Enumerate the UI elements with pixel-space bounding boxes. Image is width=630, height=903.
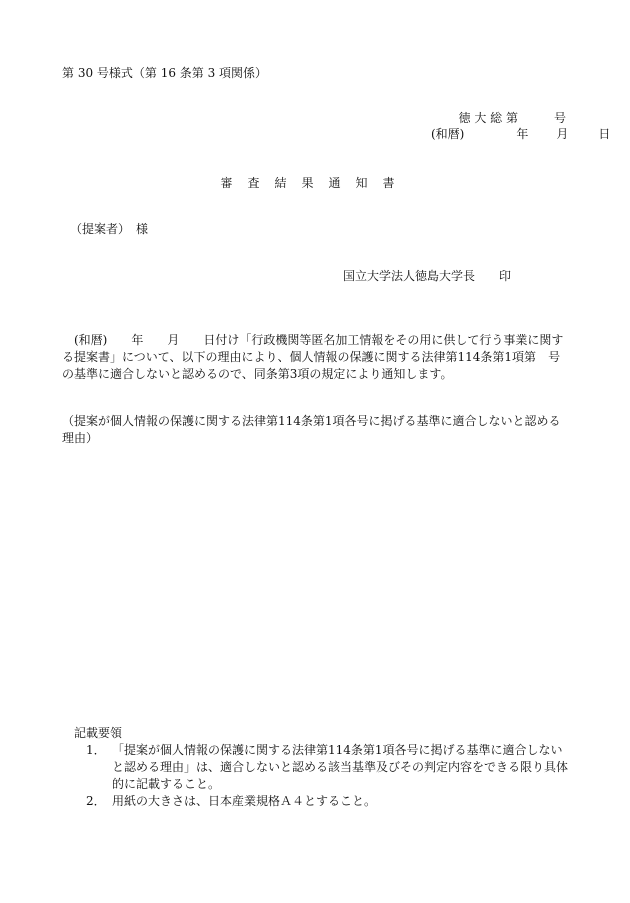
notice-paragraph: (和暦) 年 月 日付け「行政機関等匿名加工情報をその用に供して行う事業に関する提案書」について、以下の理由により、個人情報の保護に関する法律第114条第1項第 号の基準に適合しないと認めるので、同条第3項の規定により通知します。 (62, 333, 564, 381)
date-era: (和暦) (431, 127, 465, 141)
note-item (86, 742, 572, 793)
note-text: 用紙の大きさは、日本産業規格Ａ４とすること。 (112, 794, 377, 808)
document-number: 徳 大 総 第 号 (458, 111, 566, 125)
note-item (86, 793, 572, 810)
addressee: （提案者） 様 (70, 222, 149, 236)
note-number: 1． (86, 743, 106, 757)
note-number: 2． (86, 794, 106, 808)
document-title: 審査結果通知書 (220, 176, 410, 190)
note-text: 「提案が個人情報の保護に関する法律第114条第1項各号に掲げる基準に適合しないと認める理由」は、適合しないと認める該当基準及びその判定内容をできる限り具体的に記載すること。 (112, 743, 569, 791)
issue-date (431, 127, 610, 142)
sender-signature: 国立大学法人徳島大学長 印 (343, 269, 512, 283)
notes-title: 記載要領 (74, 726, 123, 740)
reason-heading: （提案が個人情報の保護に関する法律第114条第1項各号に掲げる基準に適合しないと認める理由） (62, 414, 561, 445)
date-month: 月 (556, 127, 569, 141)
form-number: 第 30 号様式（第 16 条第 3 項関係） (62, 66, 268, 80)
date-year: 年 (516, 127, 529, 141)
date-day: 日 (598, 127, 611, 141)
